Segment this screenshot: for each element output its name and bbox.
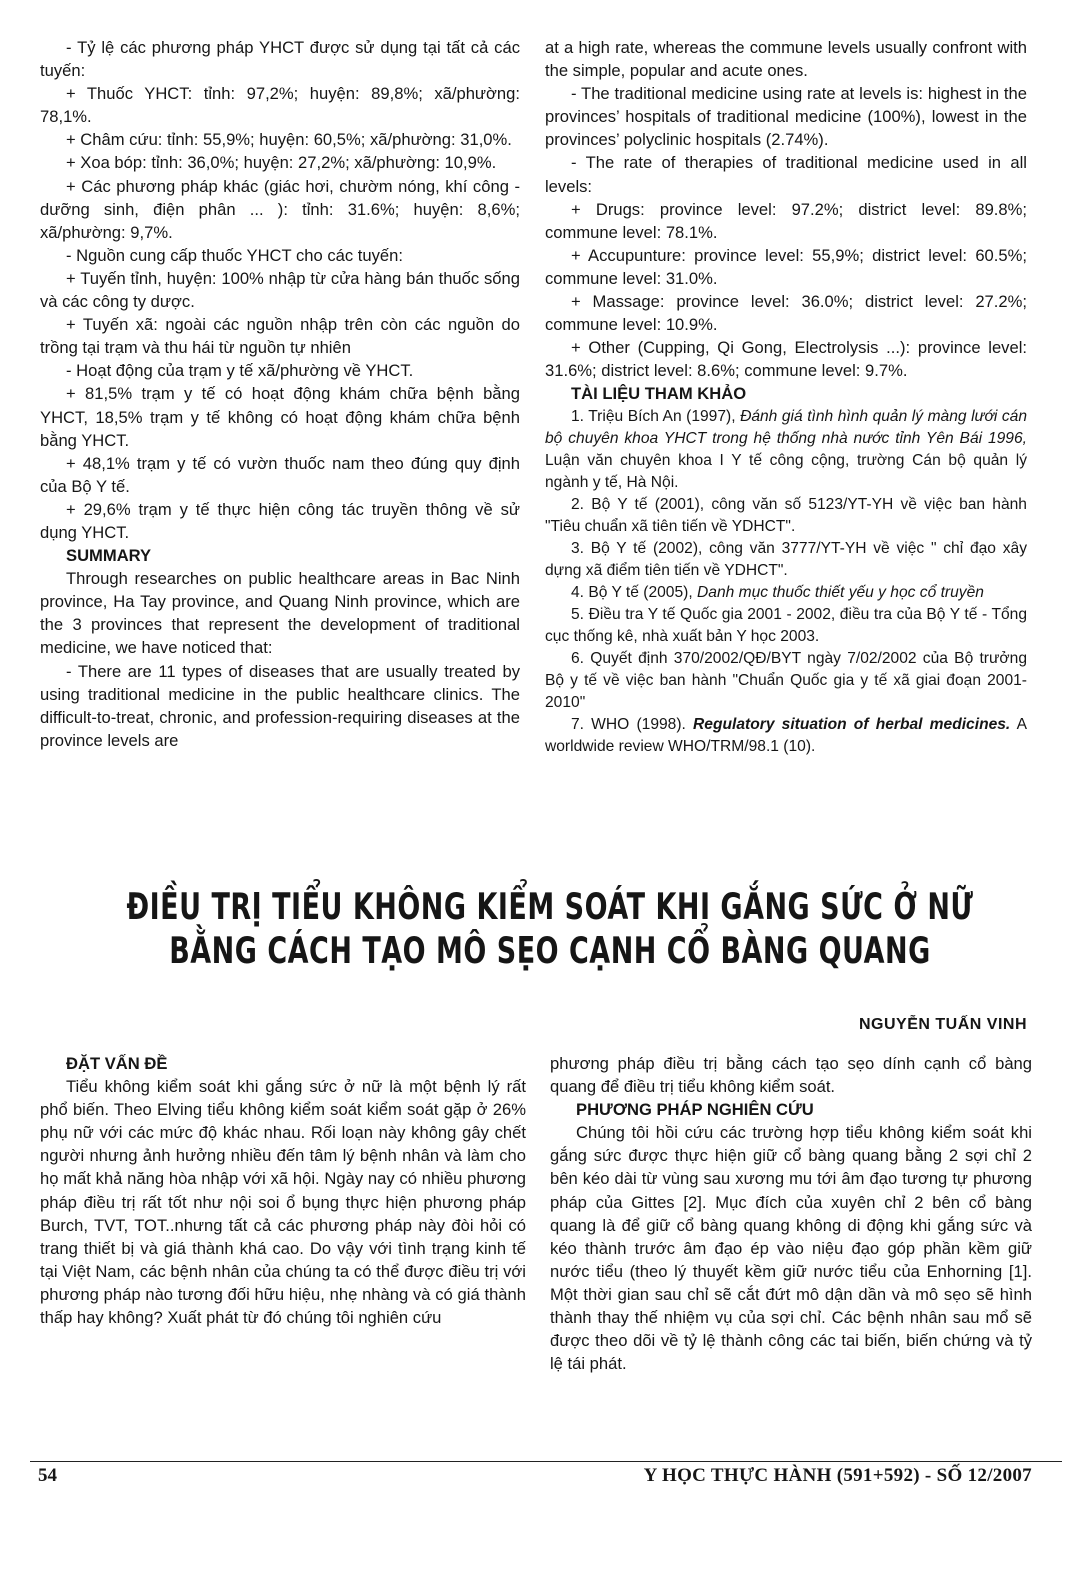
paragraph: + Drugs: province level: 97.2%; district level: 89.8%; commune level: 78.1%.: [545, 199, 1027, 242]
references-heading: TÀI LIỆU THAM KHẢO: [571, 384, 747, 404]
paragraph: + 29,6% trạm y tế thực hiện công tác truyền thông về sử dụng YHCT.: [40, 499, 520, 542]
paragraph: Chúng tôi hồi cứu các trường hợp tiểu không kiểm soát khi gắng sức được thực hiện giữ cổ bàng quang bằng 2 sợi chỉ 2 bên kéo dài từ vùng sau xương mu tới âm đạo tương tự phương pháp của Gittes [2]. Mục đích của xuyên chỉ 2 bên cổ bàng quang là để giữ cổ bàng quang không di động khi gắng sức và kéo thành trước âm đạo ép vào niệu đạo góp phần kềm giữ nước tiểu (theo lý thuyết kềm giữ nước tiểu của Enhorning [1]. Một thời gian sau chỉ sẽ cắt đứt mô dận dần và mô sẹo sẽ hình thành thay thế nhiệm vụ của sợi chỉ. Các bệnh nhân sau mổ sẽ được theo dõi về tỷ lệ thành công các tai biến, biến chứng và tỷ lệ tái phát.: [550, 1123, 1032, 1374]
paragraph: - Hoạt động của trạm y tế xã/phường về YHCT.: [66, 361, 414, 381]
paragraph: - There are 11 types of diseases that are usually treated by using traditional medicine in the public healthcare clinics. The difficult-to-treat, chronic, and profession-requiring diseases at the province levels are: [40, 661, 520, 750]
ref-detail: Luận văn chuyên khoa I Y tế công cộng, trường Cán bộ quản lý ngành y tế, Hà Nội.: [545, 451, 1027, 491]
ref-title: Regulatory situation of herbal medicines.: [693, 715, 1011, 733]
paragraph: + Tuyến xã: ngoài các nguồn nhập trên còn các nguồn do trồng tại trạm và thu hái từ nguồn tự nhiên: [40, 315, 520, 358]
paragraph: Through researches on public healthcare areas in Bac Ninh province, Ha Tay province, and Quang Ninh province, which are the 3 provinces that represent the development of traditional medicine, we have noticed that:: [40, 569, 520, 658]
paragraph: at a high rate, whereas the commune levels usually confront with the simple, popular and acute ones.: [545, 38, 1027, 81]
paragraph: phương pháp điều trị bằng cách tạo sẹo dính cạnh cổ bàng quang để điều trị tiểu không kiểm soát.: [550, 1054, 1032, 1097]
paragraph: + 48,1% trạm y tế có vườn thuốc nam theo đúng quy định của Bộ Y tế.: [40, 453, 520, 496]
footer-rule: [30, 1461, 1062, 1462]
reference-item: 2. Bộ Y tế (2001), công văn số 5123/YT-YH về việc ban hành "Tiêu chuẩn xã tiên tiến về YDHCT".: [545, 495, 1027, 535]
reference-item: 5. Điều tra Y tế Quốc gia 2001 - 2002, điều tra của Bộ Y tế - Tổng cục thống kê, nhà xuất bản Y học 2003.: [545, 605, 1027, 645]
column-top-right: [545, 36, 1027, 758]
page-number: 54: [38, 1465, 57, 1486]
section-heading: ĐẶT VẤN ĐỀ: [66, 1054, 168, 1073]
paragraph: - Tỷ lệ các phương pháp YHCT được sử dụng tại tất cả các tuyến:: [40, 38, 520, 81]
reference-item: [545, 406, 1027, 494]
section-heading: PHƯƠNG PHÁP NGHIÊN CỨU: [576, 1100, 814, 1120]
paragraph: - Nguồn cung cấp thuốc YHCT cho các tuyến:: [66, 245, 403, 265]
paragraph: + Thuốc YHCT: tỉnh: 97,2%; huyện: 89,8%; xã/phường: 78,1%.: [40, 84, 520, 127]
reference-item: 6. Quyết định 370/2002/QĐ/BYT ngày 7/02/2002 của Bộ trưởng Bộ y tế về việc ban hành "Chuẩn Quốc gia y tế xã giai đoạn 2001-2010": [545, 649, 1027, 711]
reference-item: 3. Bộ Y tế (2002), công văn 3777/YT-YH về việc " chỉ đạo xây dựng xã điểm tiên tiến về YDHCT".: [545, 539, 1027, 579]
paragraph: + Other (Cupping, Qi Gong, Electrolysis ...): province level: 31.6%; district level: 8.6%; commune level: 9.7%.: [545, 338, 1027, 381]
column-bottom-left: [40, 1052, 526, 1329]
article-title: [60, 884, 1040, 976]
reference-item: [545, 714, 1027, 758]
column-top-left: [40, 36, 520, 752]
author-name: NGUYỄN TUẤN VINH: [858, 1016, 1027, 1033]
ref-author: 4. Bộ Y tế (2005),: [571, 583, 693, 601]
ref-detail: A worldwide review WHO/TRM/98.1 (10).: [545, 715, 1027, 755]
paragraph: + Xoa bóp: tỉnh: 36,0%; huyện: 27,2%; xã/phường: 10,9%.: [66, 153, 497, 173]
ref-author: 1. Triệu Bích An (1997),: [571, 407, 736, 425]
paragraph: + Các phương pháp khác (giác hơi, chườm nóng, khí công - dưỡng sinh, điện phân ... ): tỉnh: 31.6%; huyện: 8,6%; xã/phường: 9,7%.: [40, 176, 520, 242]
paragraph: Tiểu không kiểm soát khi gắng sức ở nữ là một bệnh lý rất phổ biến. Theo Elving tiểu không kiểm soát kiểm soát gặp ở 26% phụ nữ với các mức độ khác nhau. Rối loạn này không gây chết người nhưng ảnh hưởng nhiều đến tâm lý bệnh nhân và làm cho họ mất khả năng hòa nhập với xã hội. Ngày nay có nhiều phương pháp điều trị rất tốt như nội soi ổ bụng thực hiện phương pháp Burch, TVT, TOT..nhưng tất cả các phương pháp này đòi hỏi có trang thiết bị và giá thành khá cao. Do vậy với tình trạng kinh tế tại Việt Nam, các bệnh nhân của chúng ta có thể được điều trị với phương pháp nào tương đối hữu hiệu, nhẹ nhàng và có giá thành thấp hay không? Xuất phát từ đó chúng tôi nghiên cứu: [40, 1077, 526, 1328]
title-line-2: BẰNG CÁCH TẠO MÔ SẸO CẠNH CỔ BÀNG QUANG: [169, 930, 931, 973]
journal-name: Y HỌC THỰC HÀNH (591+592) - SỐ 12/2007: [643, 1465, 1032, 1486]
paragraph: + Châm cứu: tỉnh: 55,9%; huyện: 60,5%; xã/phường: 31,0%.: [66, 130, 512, 150]
paragraph: - The traditional medicine using rate at levels is: highest in the provinces’ hospitals of traditional medicine (100%), lowest in the provinces’ polyclinic hospitals (2.74%).: [545, 84, 1027, 150]
paragraph: + Massage: province level: 36.0%; district level: 27.2%; commune level: 10.9%.: [545, 292, 1027, 335]
summary-heading: SUMMARY: [66, 546, 152, 566]
reference-item: [545, 582, 1027, 604]
column-bottom-right: [550, 1052, 1032, 1375]
title-line-1: ĐIỀU TRỊ TIỂU KHÔNG KIỂM SOÁT KHI GẮNG SỨC Ở NỮ: [126, 886, 974, 929]
paragraph: - The rate of therapies of traditional medicine used in all levels:: [545, 153, 1027, 196]
paragraph: + 81,5% trạm y tế có hoạt động khám chữa bệnh bằng YHCT, 18,5% trạm y tế không có hoạt động khám chữa bệnh bằng YHCT.: [40, 384, 520, 450]
ref-title: Đánh giá tình hình quản lý màng lưới cán bộ chuyên khoa YHCT trong hệ thống nhà nước tỉnh Yên Bái 1996,: [545, 407, 1027, 447]
paragraph: + Tuyến tỉnh, huyện: 100% nhập từ cửa hàng bán thuốc sống và các công ty dược.: [40, 268, 520, 312]
ref-author: 7. WHO (1998).: [571, 715, 686, 733]
paragraph: + Accupunture: province level: 55,9%; district level: 60.5%; commune level: 31.0%.: [545, 245, 1027, 288]
ref-title: Danh mục thuốc thiết yếu y học cổ truyền: [697, 583, 984, 601]
